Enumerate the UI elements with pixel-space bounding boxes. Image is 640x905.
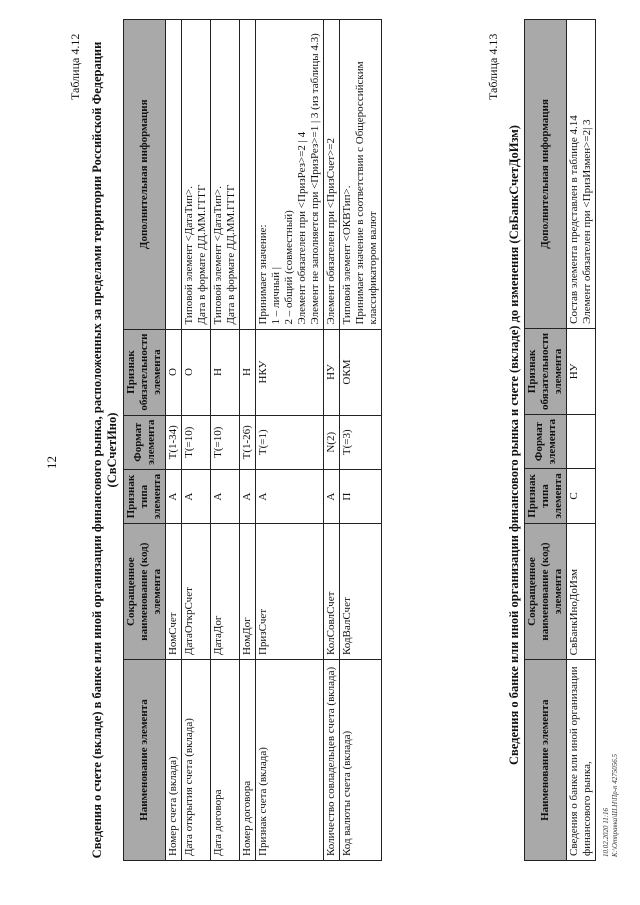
table1-cell-4-1: ПризСчет xyxy=(256,524,324,660)
table1-header-1: Сокращенное наименование (код) элемента xyxy=(124,524,166,660)
table1-header-2: Признак типа элемента xyxy=(124,469,166,523)
table1-cell-6-2: П xyxy=(340,469,382,523)
table-row xyxy=(324,20,340,861)
table1-cell-3-1: НомДог xyxy=(240,524,256,660)
table1-cell-5-5: Элемент обязателен при <ПризСчет>=2 xyxy=(324,20,340,330)
table1-cell-2-1: ДатаДог xyxy=(211,524,240,660)
table1-cell-4-5: Принимает значение: 1 – личный | 2 – общий (совместный) Элемент обязателен при <ПризРез>=2 | 4 Элемент не заполняется при <ПризРез>=1 | 3 (из таблицы 4.3) xyxy=(256,20,324,330)
table1-cell-4-3: T(=1) xyxy=(256,415,324,469)
table1-cell-4-2: А xyxy=(256,469,324,523)
table1-cell-1-3: T(=10) xyxy=(182,415,211,469)
table1-header-0: Наименование элемента xyxy=(124,660,166,861)
table1-cell-6-4: ОКМ xyxy=(340,329,382,415)
table1-cell-5-2: А xyxy=(324,469,340,523)
table1-header-row xyxy=(124,20,166,861)
table2-cell-0-1: СвБанкИноДоИзм xyxy=(567,523,596,660)
table2-header-4: Признак обязательности элемента xyxy=(525,328,567,414)
table1-cell-0-2: А xyxy=(166,469,182,523)
table1-cell-0-5 xyxy=(166,20,182,330)
table1-cell-5-4: НУ xyxy=(324,329,340,415)
table2-cell-0-4: НУ xyxy=(567,328,596,414)
table1-header-4: Признак обязательности элемента xyxy=(124,329,166,415)
table-row xyxy=(340,20,382,861)
table1-cell-3-4: Н xyxy=(240,329,256,415)
table1-cell-3-0: Номер договора xyxy=(240,660,256,861)
table1-cell-4-0: Признак счета (вклада) xyxy=(256,660,324,861)
table1-cell-6-3: T(=3) xyxy=(340,415,382,469)
table1-title: Сведения о счете (вкладе) в банке или иной организации финансового рынка, расположенных за пределами территории Российской Федерации (СвСчетИно) xyxy=(90,41,119,859)
table-row xyxy=(211,20,240,861)
table1-cell-1-5: Типовой элемент <ДатаТип>. Дата в формате ДД.ММ.ГГГГ xyxy=(182,20,211,330)
table1 xyxy=(123,19,382,861)
footer-date: 10.02.2020 11:16 xyxy=(602,807,610,857)
table1-cell-2-0: Дата договора xyxy=(211,660,240,861)
table1-cell-0-3: T(1-34) xyxy=(166,415,182,469)
table2-header-0: Наименование элемента xyxy=(525,660,567,861)
table2 xyxy=(524,19,596,861)
table1-cell-3-2: А xyxy=(240,469,256,523)
footer-stamp xyxy=(602,754,620,857)
table-row xyxy=(166,20,182,861)
table1-cell-1-0: Дата открытия счета (вклада) xyxy=(182,660,211,861)
table2-header-1: Сокращенное наименование (код) элемента xyxy=(525,523,567,660)
table2-header-row xyxy=(525,20,567,861)
table2-title: Сведения о банке или иной организации финансового рынка и счете (вкладе) до изменения (СвБанкСчетДоИзм) xyxy=(507,125,521,765)
table1-cell-1-1: ДатаОткрСчет xyxy=(182,524,211,660)
table-row xyxy=(567,20,596,861)
table1-cell-3-3: T(1-26) xyxy=(240,415,256,469)
table2-header-5: Дополнительная информация xyxy=(525,20,567,329)
table1-cell-5-3: N(2) xyxy=(324,415,340,469)
table1-label: Таблица 4.12 xyxy=(68,33,82,100)
table1-cell-1-2: А xyxy=(182,469,211,523)
table2-cell-0-2: С xyxy=(567,469,596,523)
table2-cell-0-0: Сведения о банке или иной организации финансового рынка, xyxy=(567,660,596,861)
table2-header-2: Признак типа элемента xyxy=(525,469,567,523)
table1-cell-6-1: КодВалСчет xyxy=(340,524,382,660)
page-number: 12 xyxy=(44,456,59,469)
table1-cell-4-4: НКУ xyxy=(256,329,324,415)
table1-cell-0-1: НомСчет xyxy=(166,524,182,660)
table1-cell-2-5: Типовой элемент <ДатаТип>. Дата в формате ДД.ММ.ГГГГ xyxy=(211,20,240,330)
table2-cell-0-3 xyxy=(567,414,596,468)
table2-label: Таблица 4.13 xyxy=(486,33,500,100)
table-row xyxy=(240,20,256,861)
table1-cell-1-4: О xyxy=(182,329,211,415)
table1-cell-3-5 xyxy=(240,20,256,330)
table1-header-3: Формат элемента xyxy=(124,415,166,469)
table1-cell-2-2: А xyxy=(211,469,240,523)
footer-path: К:\Отправка\Ш.Н\Пр-п 4275056.5 xyxy=(611,753,619,857)
table2-header-3: Формат элемента xyxy=(525,414,567,468)
table1-cell-5-0: Количество совладельцев счета (вклада) xyxy=(324,660,340,861)
table-row xyxy=(256,20,324,861)
table1-cell-2-4: Н xyxy=(211,329,240,415)
table1-header-5: Дополнительная информация xyxy=(124,20,166,330)
table1-cell-6-5: Типовой элемент <ОКВТип>. Принимает значение в соответствии с Общероссийским классификатором валют xyxy=(340,20,382,330)
table-row xyxy=(182,20,211,861)
table1-cell-2-3: T(=10) xyxy=(211,415,240,469)
table1-cell-6-0: Код валюты счета (вклада) xyxy=(340,660,382,861)
table1-cell-0-4: О xyxy=(166,329,182,415)
table1-cell-5-1: КолСовлСчет xyxy=(324,524,340,660)
table2-cell-0-5: Состав элемента представлен в таблице 4.14 Элемент обязателен при <ПризИзмен>=2| 3 xyxy=(567,20,596,329)
table1-cell-0-0: Номер счета (вклада) xyxy=(166,660,182,861)
